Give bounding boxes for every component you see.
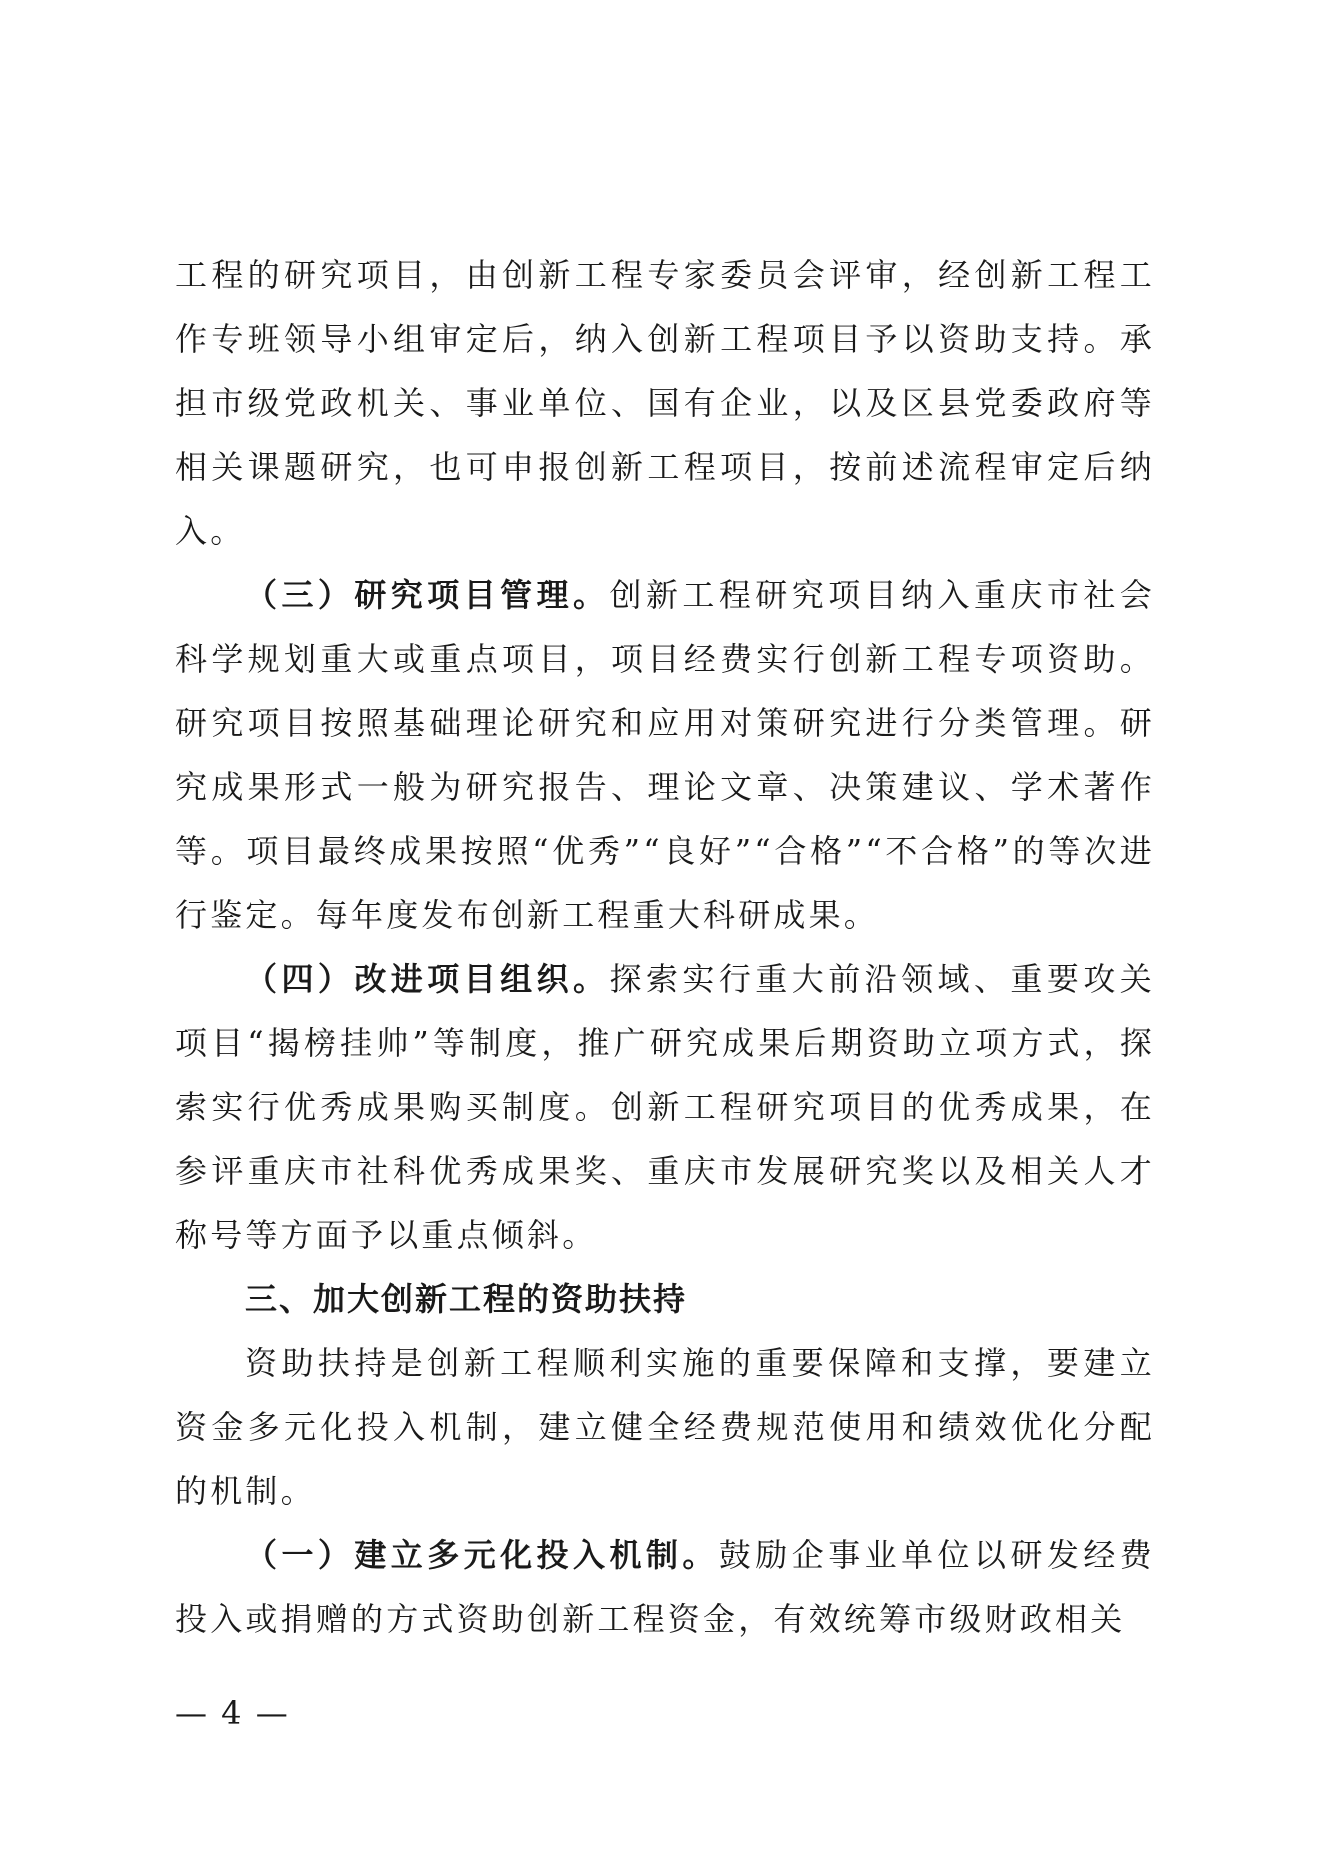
paragraph-2-title: （三）研究项目管理。 (245, 576, 610, 614)
paragraph-3 (175, 947, 1155, 1267)
paragraph-1: 工程的研究项目，由创新工程专家委员会评审，经创新工程工作专班领导小组审定后，纳入创新工程项目予以资助支持。承担市级党政机关、事业单位、国有企业，以及区县党委政府等相关课题研究，也可申报创新工程项目，按前述流程审定后纳入。 (175, 256, 1155, 550)
page-number: — 4 — (175, 1694, 290, 1732)
paragraph-5-body: 鼓励企事业单位以研发经费投入或捐赠的方式资助创新工程资金，有效统筹市级财政相关 (175, 1536, 1155, 1638)
paragraph-2 (175, 563, 1155, 947)
paragraph-2-body: 创新工程研究项目纳入重庆市社会科学规划重大或重点项目，项目经费实行创新工程专项资助。研究项目按照基础理论研究和应用对策研究进行分类管理。研究成果形式一般为研究报告、理论文章、决策建议、学术著作等。项目最终成果按照“优秀”“良好”“合格”“不合格”的等次进行鉴定。每年度发布创新工程重大科研成果。 (175, 576, 1155, 934)
paragraph-5 (175, 1523, 1155, 1651)
paragraph-3-title: （四）改进项目组织。 (245, 960, 610, 998)
paragraph-5-title: （一）建立多元化投入机制。 (245, 1536, 719, 1574)
paragraph-4: 资助扶持是创新工程顺利实施的重要保障和支撑，要建立资金多元化投入机制，建立健全经费规范使用和绩效优化分配的机制。 (175, 1344, 1155, 1510)
section-heading: 三、加大创新工程的资助扶持 (245, 1280, 688, 1318)
body-text (175, 243, 1155, 1651)
paragraph-3-body: 探索实行重大前沿领域、重要攻关项目“揭榜挂帅”等制度，推广研究成果后期资助立项方式，探索实行优秀成果购买制度。创新工程研究项目的优秀成果，在参评重庆市社科优秀成果奖、重庆市发展研究奖以及相关人才称号等方面予以重点倾斜。 (175, 960, 1155, 1254)
